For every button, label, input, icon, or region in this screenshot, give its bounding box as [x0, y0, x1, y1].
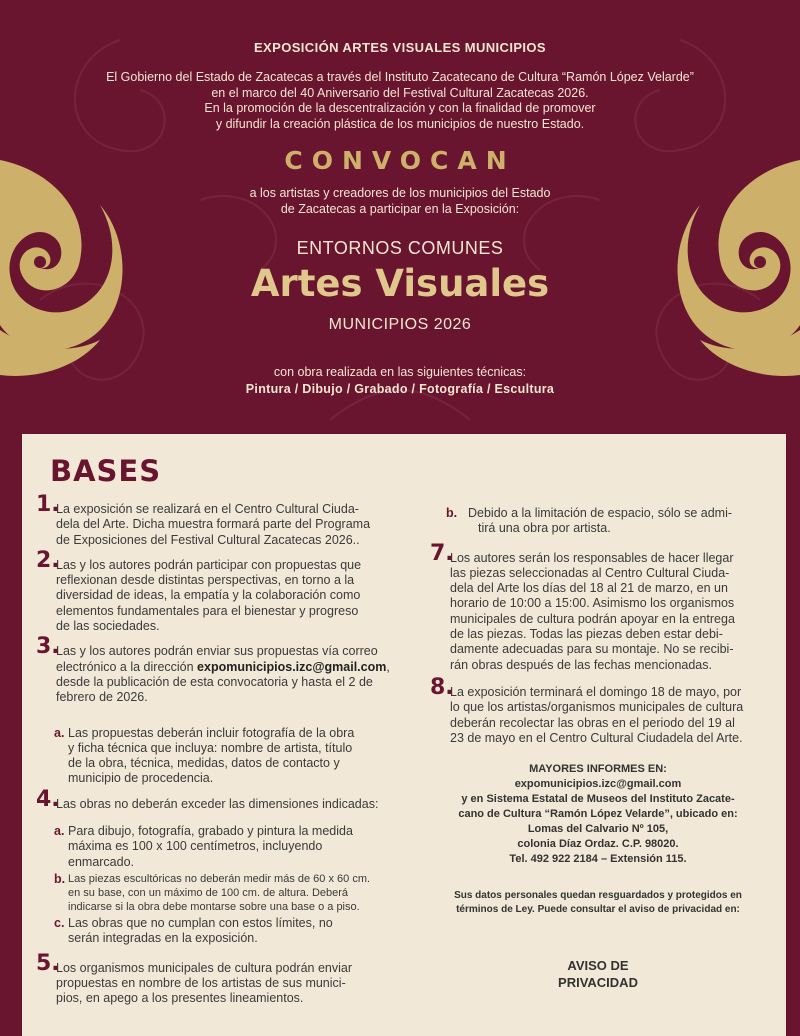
- privacy-link[interactable]: [430, 957, 766, 991]
- item-line: [56, 660, 406, 675]
- base-item-4b: [36, 872, 406, 914]
- item-number: 2.: [36, 547, 60, 573]
- info-line: colonia Díaz Ordaz. C.P. 98020.: [517, 838, 679, 851]
- info-line: MAYORES INFORMES EN:: [529, 763, 667, 776]
- item-line: febrero de 2026.: [56, 690, 148, 705]
- item-line: deberán recolectar las obras en el periodo del 19 al: [450, 715, 735, 730]
- techniques-list: Pintura / Dibujo / Grabado / Fotografía / Escultura: [245, 382, 555, 396]
- item-number: 7.: [430, 540, 454, 566]
- base-item-1: [36, 492, 406, 548]
- item-line: 23 de mayo en el Centro Cultural Ciudadela del Arte.: [450, 730, 743, 745]
- item-line: damente adecuadas para su montaje. No se recibi-: [450, 642, 734, 657]
- base-item-5: [36, 950, 406, 1007]
- item-line: La exposición se realizará en el Centro Cultural Ciuda-: [56, 502, 359, 516]
- bases-left-column: [36, 492, 406, 1006]
- sub-label: a.: [54, 725, 65, 740]
- item-line: municipales de cultura podrán apoyar en la entrega: [450, 611, 735, 626]
- contact-email-link[interactable]: expomunicipios.izc@gmail.com: [197, 659, 387, 674]
- item-line: Las obras que no cumplan con estos límites, no: [68, 915, 333, 930]
- info-line: Lomas del Calvario Nº 105,: [527, 823, 669, 836]
- item-number: 4.: [36, 786, 60, 812]
- intro-line: en el marco del 40 Aniversario del Festival Cultural Zacatecas 2026.: [211, 85, 589, 100]
- bases-right-column: [430, 506, 766, 991]
- item-line: lo que los artistas/organismos municipales de cultura: [450, 700, 744, 715]
- base-item-2: [36, 547, 406, 634]
- base-item-4c: [36, 916, 406, 947]
- item-line: máxima es 100 x 100 centímetros, incluyendo: [68, 839, 323, 854]
- intro-line: y difundir la creación plástica de los municipios de nuestro Estado.: [215, 116, 585, 131]
- item-line: de la obra, técnica, medidas, datos de contacto y: [68, 756, 340, 771]
- item-text: electrónico a la dirección: [56, 659, 198, 674]
- item-number: 3.: [36, 634, 60, 660]
- artes-visuales-title: Artes Visuales: [250, 262, 550, 305]
- base-item-4a: [36, 824, 406, 870]
- sub-label: b.: [54, 871, 66, 886]
- item-line: desde la publicación de esta convocatoria y hasta el 2 de: [56, 674, 373, 689]
- item-line: de las piezas. Todas las piezas deben estar debi-: [450, 627, 723, 642]
- intro-text: [0, 70, 800, 132]
- privacy-notice: [430, 889, 766, 917]
- intro-line: En la promoción de la descentralización y con la finalidad de promover: [204, 101, 596, 115]
- item-line: Debido a la limitación de espacio, sólo se admi-: [468, 506, 733, 520]
- intro-line: El Gobierno del Estado de Zacatecas a través del Instituto Zacatecano de Cultura “Ramón López Velarde”: [106, 70, 694, 84]
- item-line: enmarcado.: [68, 854, 135, 869]
- item-line: de Exposiciones del Festival Cultural Zacatecas 2026..: [56, 532, 360, 547]
- item-line: Las propuestas deberán incluir fotografía de la obra: [68, 725, 355, 740]
- invite-line: de Zacatecas a participar en la Exposición:: [280, 201, 520, 216]
- hero-banner: [0, 0, 800, 434]
- info-line: Tel. 492 922 2184 – Extensión 115.: [509, 853, 687, 866]
- contact-info: [430, 762, 766, 867]
- item-line: Las y los autores podrán participar con propuestas que: [56, 557, 362, 572]
- aviso-line: PRIVACIDAD: [558, 975, 638, 991]
- item-line: Las y los autores podrán enviar sus propuestas vía correo: [56, 644, 378, 659]
- item-line: serán integradas en la exposición.: [68, 931, 258, 946]
- bases-panel: [22, 434, 786, 1036]
- convocan-heading: CONVOCAN: [284, 146, 516, 175]
- item-line: en su base, con un máximo de 100 cm. de altura. Deberá: [68, 886, 349, 899]
- item-line: tirá una obra por artista.: [478, 521, 611, 536]
- item-line: Los organismos municipales de cultura podrán enviar: [56, 960, 352, 975]
- item-line: dela del Arte los días del 18 al 21 de marzo, en un: [450, 581, 728, 596]
- techniques-intro: con obra realizada en las siguientes técnicas:: [273, 365, 527, 379]
- item-line: Los autores serán los responsables de hacer llegar: [450, 550, 734, 565]
- item-line: horario de 10:00 a 15:00. Asimismo los organismos: [450, 596, 735, 611]
- item-line: y ficha técnica que incluya: nombre de artista, título: [68, 740, 353, 755]
- contact-email-link[interactable]: expomunicipios.izc@gmail.com: [514, 778, 682, 791]
- sub-label: a.: [54, 824, 65, 839]
- item-line: de las sociedades.: [56, 619, 160, 634]
- invite-text: [0, 186, 800, 217]
- base-item-3: [36, 634, 406, 705]
- item-line: propuestas en nombre de los artistas de sus munici-: [56, 975, 346, 990]
- aviso-line: AVISO DE: [567, 958, 629, 974]
- item-line: indicarse si la obra debe montarse sobre una base o a piso.: [68, 900, 360, 913]
- item-line: diversidad de ideas, la empatía y la colaboración como: [56, 588, 361, 603]
- base-item-8: [430, 674, 766, 746]
- base-item-4: [36, 786, 406, 812]
- sub-label: c.: [54, 915, 65, 930]
- item-number: 5.: [36, 950, 60, 976]
- exhibition-title: EXPOSICIÓN ARTES VISUALES MUNICIPIOS: [253, 40, 546, 55]
- sub-label: b.: [446, 506, 458, 520]
- privacy-line: Sus datos personales quedan resguardados y protegidos en: [454, 890, 742, 902]
- item-text: ,: [386, 659, 390, 674]
- privacy-line: términos de Ley. Puede consultar el aviso de privacidad en:: [456, 904, 740, 916]
- item-line: Las obras no deberán exceder las dimensiones indicadas:: [56, 796, 379, 811]
- item-line: Para dibujo, fotografía, grabado y pintura la medida: [68, 824, 353, 839]
- item-line: pios, en apego a los presentes lineamientos.: [56, 991, 304, 1006]
- info-line: y en Sistema Estatal de Museos del Instituto Zacate-: [461, 793, 735, 806]
- item-line: municipio de procedencia.: [68, 771, 214, 786]
- item-line: Las piezas escultóricas no deberán medir más de 60 x 60 cm.: [68, 872, 371, 885]
- info-line: cano de Cultura “Ramón López Velarde”, ubicado en:: [458, 808, 738, 821]
- item-line: dela del Arte. Dicha muestra formará parte del Programa: [56, 517, 371, 532]
- base-item-7: [430, 540, 766, 673]
- item-number: 1.: [36, 492, 60, 517]
- municipios-subtitle: MUNICIPIOS 2026: [328, 316, 472, 333]
- item-line: elementos fundamentales para el bienestar y progreso: [56, 603, 359, 618]
- item-line: rán obras después de las fechas mencionadas.: [450, 657, 712, 672]
- bases-title: BASES: [50, 454, 162, 488]
- item-number: 8.: [430, 674, 454, 700]
- base-item-3a: [36, 726, 406, 787]
- invite-line: a los artistas y creadores de los municipios del Estado: [249, 186, 551, 200]
- entornos-subtitle: ENTORNOS COMUNES: [296, 238, 504, 258]
- item-line: La exposición terminará el domingo 18 de mayo, por: [450, 684, 742, 699]
- item-line: las piezas seleccionadas al Centro Cultural Ciuda-: [450, 565, 730, 580]
- item-line: reflexionan desde distintas perspectivas, en torno a la: [56, 573, 355, 588]
- base-item-6b: [430, 506, 766, 537]
